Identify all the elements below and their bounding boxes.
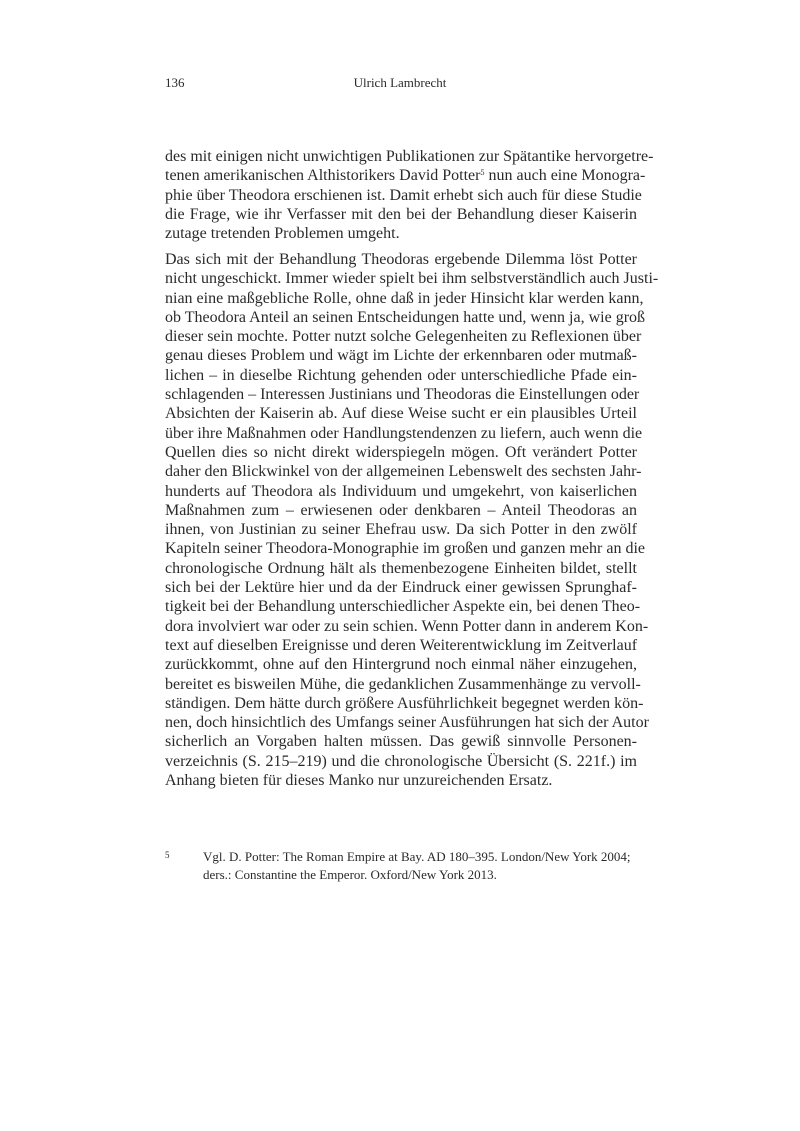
text-line: schlagenden – Interessen Justinians und Theodoras die Einstellungen oder xyxy=(165,386,640,404)
text-line: ihnen, von Justinian zu seiner Ehefrau usw. Da sich Potter in den zwölf xyxy=(165,521,637,539)
text-line: chronologische Ordnung hält als themenbezogene Einheiten bildet, stellt xyxy=(165,559,637,577)
footnote xyxy=(165,848,637,884)
text-fragment: nun auch eine Monogra- xyxy=(484,167,646,185)
text-line: Absichten der Kaiserin ab. Auf diese Weise sucht er ein plausibles Urteil xyxy=(165,405,637,423)
text-line: Kapiteln seiner Theodora-Monographie im großen und ganzen mehr an die xyxy=(165,540,645,558)
text-line: Anhang bieten für dieses Manko nur unzureichenden Ersatz. xyxy=(165,772,553,790)
text-line: sich bei der Lektüre hier und da der Eindruck einer gewissen Sprunghaf- xyxy=(165,579,637,597)
text-line: genau dieses Problem und wägt im Lichte der erkennbaren oder mutmaß- xyxy=(165,347,637,365)
text-line: ständigen. Dem hätte durch größere Ausführlichkeit begegnet werden kön- xyxy=(165,694,644,712)
text-line: dora involviert war oder zu sein schien. Wenn Potter dann in anderem Kon- xyxy=(165,617,649,635)
text-line: tigkeit bei der Behandlung unterschiedlicher Aspekte ein, bei denen Theo- xyxy=(165,598,641,616)
text-fragment: tenen amerikanischen Althistorikers David Potter xyxy=(165,167,481,185)
text-line: Maßnahmen zum – erwiesenen oder denkbaren – Anteil Theodoras an xyxy=(165,501,637,519)
footnote-ref[interactable]: 5 xyxy=(480,168,485,178)
text-line: des mit einigen nicht unwichtigen Publikationen zur Spätantike hervorgetre- xyxy=(165,148,654,165)
text-line: phie über Theodora erschienen ist. Damit erhebt sich auch für diese Studie xyxy=(165,186,642,204)
text-line: die Frage, wie ihr Verfasser mit den bei der Behandlung dieser Kaiserin xyxy=(165,205,637,223)
running-title: Ulrich Lambrecht xyxy=(353,75,447,90)
paragraph-1 xyxy=(165,147,654,243)
text-line: daher den Blickwinkel von der allgemeinen Lebenswelt des sechsten Jahr- xyxy=(165,463,642,481)
text-line: lichen – in dieselbe Richtung gehenden oder unterschiedliche Pfade ein- xyxy=(165,366,637,384)
text-line: zutage tretenden Problemen umgeht. xyxy=(165,225,400,243)
footnote-number: 5 xyxy=(165,850,170,860)
text-line: bereitet es bisweilen Mühe, die gedanklichen Zusammenhänge zu vervoll- xyxy=(165,675,641,693)
text-line: nen, doch hinsichtlich des Umfangs seiner Ausführungen hat sich der Autor xyxy=(165,714,649,732)
text-line: nicht ungeschickt. Immer wieder spielt bei ihm selbstverständlich auch Justi- xyxy=(165,270,659,288)
text-line: dieser sein mochte. Potter nutzt solche Gelegenheiten zu Reflexionen über xyxy=(165,328,642,346)
text-line: verzeichnis (S. 215–219) und die chronologische Übersicht (S. 221f.) im xyxy=(165,752,637,770)
footnote-line: ders.: Constantine the Emperor. Oxford/New York 2013. xyxy=(203,867,497,882)
text-line: hunderts auf Theodora als Individuum und umgekehrt, von kaiserlichen xyxy=(165,482,637,500)
text-line: Quellen dies so nicht direkt widerspiegeln mögen. Oft verändert Potter xyxy=(165,443,637,461)
footnote-line: Vgl. D. Potter: The Roman Empire at Bay. AD 180–395. London/New York 2004; xyxy=(203,849,631,864)
text-line: zurückkommt, ohne auf den Hintergrund noch einmal näher einzugehen, xyxy=(165,656,637,674)
text-line: nian eine maßgebliche Rolle, ohne daß in jeder Hinsicht klar werden kann, xyxy=(165,289,644,307)
page-number: 136 xyxy=(165,75,185,90)
text-line: über ihre Maßnahmen oder Handlungstendenzen zu liefern, auch wenn die xyxy=(165,424,643,442)
paragraph-2 xyxy=(165,250,659,790)
text-line: text auf dieselben Ereignisse und deren Weiterentwicklung im Zeitverlauf xyxy=(165,636,638,654)
text-line: Das sich mit der Behandlung Theodoras ergebende Dilemma löst Potter xyxy=(165,251,637,268)
text-line: sicherlich an Vorgaben halten müssen. Das gewiß sinnvolle Personen- xyxy=(165,733,637,751)
text-line xyxy=(165,166,646,185)
text-line: ob Theodora Anteil an seinen Entscheidungen hatte und, wenn ja, wie groß xyxy=(165,308,646,326)
